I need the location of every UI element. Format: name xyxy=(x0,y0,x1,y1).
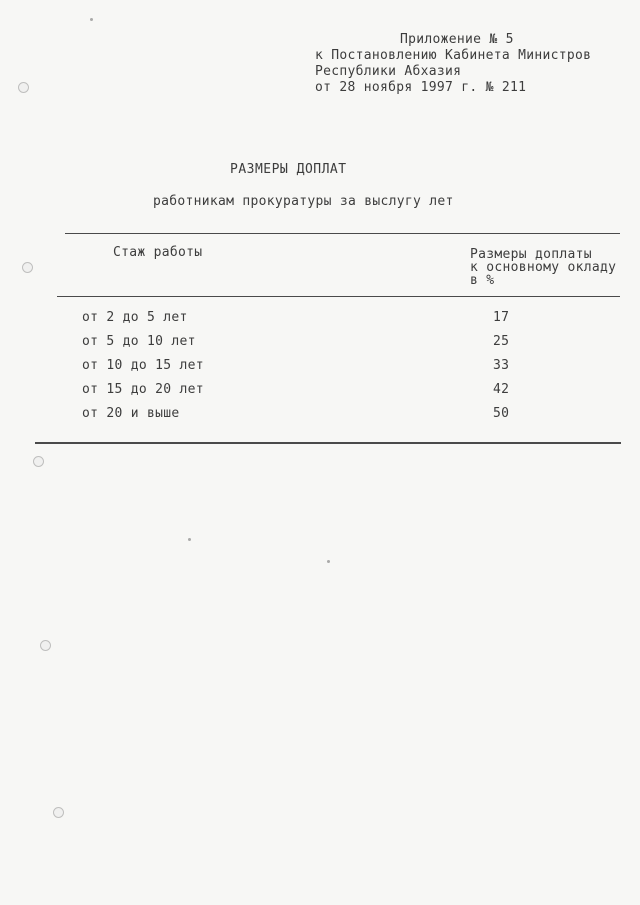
table-row xyxy=(82,406,542,430)
table-header-rule xyxy=(57,296,620,297)
binder-hole xyxy=(22,262,33,273)
seniority-range: от 2 до 5 лет xyxy=(82,310,188,325)
table-row xyxy=(82,382,542,406)
scan-speck xyxy=(327,560,330,563)
column-header-percent xyxy=(470,248,616,287)
resolution-reference: к Постановлению Кабинета Министров xyxy=(315,48,592,63)
document-title: РАЗМЕРЫ ДОПЛАТ xyxy=(230,162,347,177)
table-top-rule xyxy=(65,233,620,234)
bonus-percent: 42 xyxy=(493,382,510,397)
binder-hole xyxy=(40,640,51,651)
column-header-percent-line: Размеры доплаты xyxy=(470,247,592,262)
resolution-date: от 28 ноября 1997 г. № 211 xyxy=(315,80,527,95)
bonus-percent: 25 xyxy=(493,334,510,349)
attachment-number: Приложение № 5 xyxy=(400,32,514,47)
binder-hole xyxy=(53,807,64,818)
republic-name: Республики Абхазия xyxy=(315,64,462,79)
document-subtitle: работникам прокуратуры за выслугу лет xyxy=(153,194,454,209)
seniority-range: от 15 до 20 лет xyxy=(82,382,204,397)
binder-hole xyxy=(18,82,29,93)
bonus-percent: 50 xyxy=(493,406,510,421)
table-row xyxy=(82,358,542,382)
table-row xyxy=(82,334,542,358)
column-header-percent-line: к основному окладу xyxy=(470,260,617,275)
seniority-range: от 10 до 15 лет xyxy=(82,358,204,373)
bonus-percent: 17 xyxy=(493,310,510,325)
binder-hole xyxy=(33,456,44,467)
seniority-range: от 20 и выше xyxy=(82,406,180,421)
seniority-range: от 5 до 10 лет xyxy=(82,334,196,349)
table-row xyxy=(82,310,542,334)
scan-speck xyxy=(188,538,191,541)
table-body xyxy=(82,310,542,430)
scan-speck xyxy=(90,18,93,21)
attachment-header xyxy=(315,32,591,96)
column-header-seniority: Стаж работы xyxy=(113,245,203,260)
bonus-percent: 33 xyxy=(493,358,510,373)
table-bottom-rule xyxy=(35,442,621,444)
column-header-percent-line: в % xyxy=(470,273,495,288)
